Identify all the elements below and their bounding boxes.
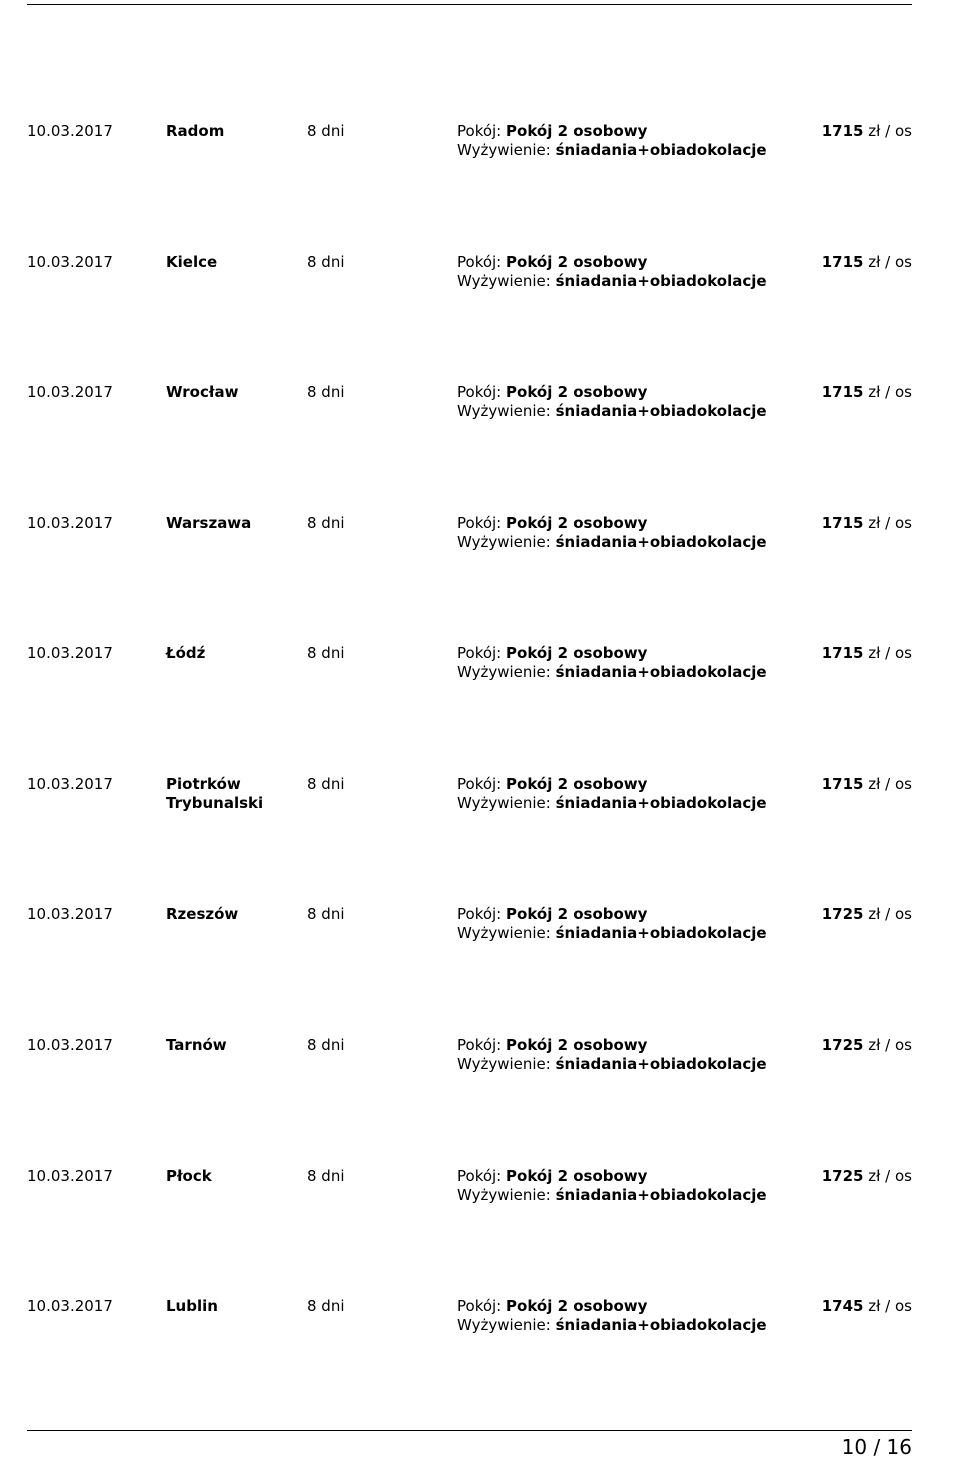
room-label: Pokój: [457, 644, 502, 662]
price-unit: zł / os [868, 122, 912, 140]
price-value: 1745 [821, 1297, 864, 1315]
board-label: Wyżywienie: [457, 402, 551, 420]
board-type: śniadania+obiadokolacje [555, 533, 767, 551]
board-type: śniadania+obiadokolacje [555, 141, 767, 159]
offer-details [457, 1036, 767, 1074]
offer-price [822, 644, 912, 663]
price-value: 1725 [821, 1036, 864, 1054]
offer-row [27, 1036, 912, 1076]
board-label: Wyżywienie: [457, 141, 551, 159]
room-label: Pokój: [457, 1036, 502, 1054]
price-unit: zł / os [868, 514, 912, 532]
offer-row [27, 775, 912, 815]
room-label: Pokój: [457, 383, 502, 401]
offer-city: Łódź [166, 644, 206, 662]
offer-details [457, 775, 767, 813]
price-unit: zł / os [868, 253, 912, 271]
offer-price [822, 122, 912, 141]
offer-duration: 8 dni [307, 1167, 345, 1185]
offer-row [27, 514, 912, 554]
offer-duration: 8 dni [307, 383, 345, 401]
offer-details [457, 1297, 767, 1335]
offer-city: Warszawa [166, 514, 252, 532]
board-type: śniadania+obiadokolacje [555, 402, 767, 420]
offer-city: Radom [166, 122, 225, 140]
offer-date: 10.03.2017 [27, 514, 113, 532]
offer-price [822, 905, 912, 924]
board-label: Wyżywienie: [457, 1055, 551, 1073]
offer-city: Wrocław [166, 383, 239, 401]
price-value: 1715 [821, 514, 864, 532]
room-type: Pokój 2 osobowy [506, 905, 648, 923]
offer-price [822, 383, 912, 402]
offer-duration: 8 dni [307, 775, 345, 793]
room-type: Pokój 2 osobowy [506, 383, 648, 401]
price-unit: zł / os [868, 905, 912, 923]
offer-row [27, 644, 912, 684]
offer-row [27, 905, 912, 945]
board-label: Wyżywienie: [457, 924, 551, 942]
board-label: Wyżywienie: [457, 272, 551, 290]
room-type: Pokój 2 osobowy [506, 253, 648, 271]
offer-date: 10.03.2017 [27, 383, 113, 401]
top-rule [27, 4, 912, 5]
price-unit: zł / os [868, 644, 912, 662]
price-value: 1725 [821, 1167, 864, 1185]
price-value: 1715 [821, 253, 864, 271]
offer-city: Płock [166, 1167, 212, 1185]
room-type: Pokój 2 osobowy [506, 1036, 648, 1054]
room-label: Pokój: [457, 253, 502, 271]
price-unit: zł / os [868, 383, 912, 401]
board-type: śniadania+obiadokolacje [555, 794, 767, 812]
offer-duration: 8 dni [307, 905, 345, 923]
offer-city: Tarnów [166, 1036, 227, 1054]
room-type: Pokój 2 osobowy [506, 775, 648, 793]
offer-date: 10.03.2017 [27, 1297, 113, 1315]
board-type: śniadania+obiadokolacje [555, 272, 767, 290]
room-label: Pokój: [457, 122, 502, 140]
offer-date: 10.03.2017 [27, 644, 113, 662]
board-type: śniadania+obiadokolacje [555, 1055, 767, 1073]
offer-date: 10.03.2017 [27, 1036, 113, 1054]
offer-duration: 8 dni [307, 514, 345, 532]
offer-row [27, 1297, 912, 1337]
offer-price [822, 1036, 912, 1055]
offer-row [27, 1167, 912, 1207]
room-label: Pokój: [457, 775, 502, 793]
offer-details [457, 905, 767, 943]
price-value: 1725 [821, 905, 864, 923]
offer-duration: 8 dni [307, 1036, 345, 1054]
offer-date: 10.03.2017 [27, 253, 113, 271]
offer-date: 10.03.2017 [27, 1167, 113, 1185]
offer-city: Piotrków Trybunalski [166, 775, 264, 812]
offer-city: Lublin [166, 1297, 218, 1315]
price-value: 1715 [821, 383, 864, 401]
room-label: Pokój: [457, 1297, 502, 1315]
offer-duration: 8 dni [307, 1297, 345, 1315]
offer-date: 10.03.2017 [27, 905, 113, 923]
price-value: 1715 [821, 122, 864, 140]
price-unit: zł / os [868, 1036, 912, 1054]
board-type: śniadania+obiadokolacje [555, 663, 767, 681]
board-label: Wyżywienie: [457, 794, 551, 812]
room-type: Pokój 2 osobowy [506, 1167, 648, 1185]
offer-row [27, 383, 912, 423]
offer-duration: 8 dni [307, 122, 345, 140]
offer-city: Kielce [166, 253, 218, 271]
offer-price [822, 775, 912, 794]
room-label: Pokój: [457, 514, 502, 532]
price-value: 1715 [821, 775, 864, 793]
offer-details [457, 253, 767, 291]
offer-price [822, 253, 912, 272]
board-type: śniadania+obiadokolacje [555, 924, 767, 942]
board-label: Wyżywienie: [457, 663, 551, 681]
offer-row [27, 253, 912, 293]
price-unit: zł / os [868, 1167, 912, 1185]
room-type: Pokój 2 osobowy [506, 1297, 648, 1315]
offer-price [822, 1297, 912, 1316]
offer-details [457, 514, 767, 552]
offer-details [457, 644, 767, 682]
room-type: Pokój 2 osobowy [506, 514, 648, 532]
offer-city: Rzeszów [166, 905, 239, 923]
price-unit: zł / os [868, 1297, 912, 1315]
room-type: Pokój 2 osobowy [506, 644, 648, 662]
offer-details [457, 383, 767, 421]
price-unit: zł / os [868, 775, 912, 793]
offer-row [27, 122, 912, 162]
offer-price [822, 1167, 912, 1186]
board-label: Wyżywienie: [457, 1186, 551, 1204]
room-label: Pokój: [457, 905, 502, 923]
board-type: śniadania+obiadokolacje [555, 1186, 767, 1204]
board-type: śniadania+obiadokolacje [555, 1316, 767, 1334]
room-label: Pokój: [457, 1167, 502, 1185]
offer-details [457, 122, 767, 160]
offer-duration: 8 dni [307, 253, 345, 271]
offer-date: 10.03.2017 [27, 775, 113, 793]
footer-rule [27, 1430, 912, 1431]
offer-price [822, 514, 912, 533]
offer-date: 10.03.2017 [27, 122, 113, 140]
room-type: Pokój 2 osobowy [506, 122, 648, 140]
board-label: Wyżywienie: [457, 1316, 551, 1334]
offer-details [457, 1167, 767, 1205]
price-value: 1715 [821, 644, 864, 662]
board-label: Wyżywienie: [457, 533, 551, 551]
page-number: 10 / 16 [841, 1435, 912, 1459]
offer-duration: 8 dni [307, 644, 345, 662]
